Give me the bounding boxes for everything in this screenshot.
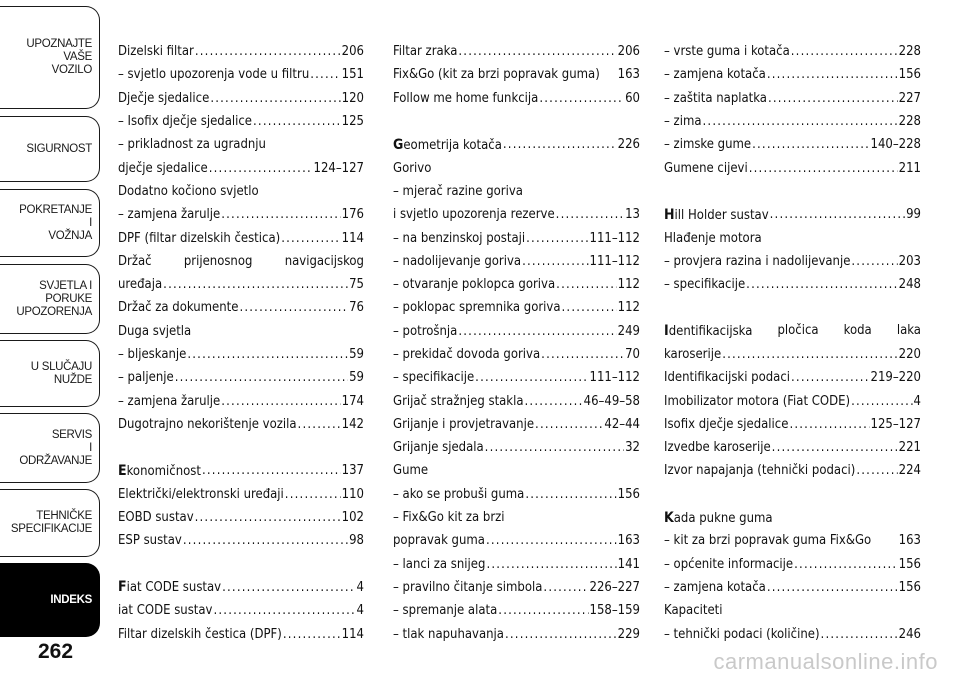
dot-leader	[210, 91, 340, 106]
dot-leader	[856, 463, 897, 478]
dot-leader	[163, 277, 348, 292]
entry-page: 125	[341, 114, 364, 130]
entry-label: Grijanje sjedala	[393, 440, 484, 456]
entry-page: 211	[898, 160, 921, 176]
index-entry	[118, 40, 364, 63]
entry-page: 110	[341, 486, 364, 502]
dot-leader	[458, 44, 616, 59]
word: koda	[843, 323, 872, 339]
index-entry	[118, 389, 364, 412]
tab-sigurnost[interactable]: SIGURNOST	[0, 116, 100, 182]
index-entry	[393, 180, 640, 203]
section-letter: F	[118, 579, 127, 596]
entry-label: Gorivo	[393, 160, 432, 176]
spacer	[118, 553, 364, 576]
entry-label: Geometrija kotača	[393, 136, 502, 153]
entry-label: – mjerač razine goriva	[393, 183, 523, 199]
index-entry	[118, 156, 364, 179]
entry-label: Filtar dizelskih čestica (DPF)	[118, 626, 282, 642]
index-entry	[393, 506, 640, 529]
dot-leader	[187, 347, 348, 362]
entry-label: Izvedbe karoserije	[664, 440, 771, 456]
index-entry	[393, 87, 640, 110]
index-entry	[664, 343, 921, 366]
index-entry	[393, 576, 640, 599]
entry-label: – Isofix dječje sjedalice	[118, 114, 252, 130]
entry-label: Dizelski filtar	[118, 44, 194, 60]
index-entry	[393, 296, 640, 319]
tab-tehničke[interactable]: TEHNIČKE SPECIFIKACIJE	[0, 489, 100, 557]
dot-leader	[486, 557, 616, 572]
entry-label: – Fix&Go kit za brzi	[393, 510, 505, 526]
dot-leader	[526, 231, 588, 246]
dot-leader	[458, 324, 616, 339]
index-entry	[118, 622, 364, 645]
word: navigacijskog	[284, 253, 364, 269]
index-entry	[118, 133, 364, 156]
entry-label: Hlađenje motora	[664, 230, 762, 246]
entry-page: 249	[617, 323, 640, 339]
index-entry	[393, 343, 640, 366]
entry-page: 13	[625, 207, 640, 223]
entry-page: 228	[898, 44, 921, 60]
index-column-1	[118, 40, 364, 646]
index-entry	[664, 63, 921, 86]
dot-leader	[175, 370, 348, 385]
entry-page: 142	[341, 416, 364, 432]
entry-page: 112	[617, 277, 640, 293]
spacer	[664, 483, 921, 506]
entry-label: – prekidač dovoda goriva	[393, 347, 541, 362]
tab-pokretanje[interactable]: POKRETANJE I VOŽNJA	[0, 189, 100, 257]
index-entry	[664, 622, 921, 645]
word: prijenosnog	[183, 253, 253, 269]
entry-page: 140–228	[870, 137, 921, 153]
entry-label: karoserije	[664, 347, 722, 362]
entry-page: 156	[898, 579, 921, 595]
index-entry	[664, 110, 921, 133]
dot-leader	[298, 417, 341, 432]
dot-leader	[202, 463, 341, 478]
dot-leader	[503, 137, 617, 152]
index-entry	[664, 366, 921, 389]
entry-label: – spremanje alata	[393, 603, 498, 619]
dot-leader	[543, 580, 588, 595]
index-entry	[118, 529, 364, 552]
dot-leader	[789, 417, 869, 432]
entry-label: – općenite informacije	[664, 556, 794, 572]
index-entry	[664, 506, 921, 529]
index-entry	[118, 296, 364, 319]
entry-label: Hill Holder sustav	[664, 206, 769, 223]
dot-leader	[525, 394, 583, 409]
entry-page: 111–112	[589, 253, 640, 269]
dot-leader	[562, 300, 617, 315]
tab-servis[interactable]: SERVIS I ODRŽAVANJE	[0, 413, 100, 483]
entry-label: – na benzinskoj postaji	[393, 230, 526, 246]
dot-leader	[475, 370, 588, 385]
entry-label: Imobilizator motora (Fiat CODE)	[664, 393, 851, 409]
entry-page: 221	[898, 440, 921, 456]
entry-label: Držač za dokumente	[118, 300, 239, 316]
index-entry	[664, 459, 921, 482]
dot-leader	[498, 603, 588, 618]
index-entry	[393, 366, 640, 389]
index-entry	[664, 320, 921, 343]
index-entry	[118, 180, 364, 203]
index-entry	[393, 436, 640, 459]
entry-label: – tlak napuhavanja	[393, 626, 504, 642]
index-entry	[664, 273, 921, 296]
dot-leader	[525, 487, 616, 502]
entry-label: Izvor napajanja (tehnički podaci)	[664, 463, 856, 479]
entry-page: 163	[617, 67, 640, 83]
dot-leader	[556, 277, 617, 292]
entry-label	[664, 323, 921, 339]
dot-leader	[703, 114, 898, 129]
entry-page: 111–112	[589, 370, 640, 386]
entry-page: 75	[349, 277, 364, 293]
index-entry	[664, 250, 921, 273]
entry-page: 224	[898, 463, 921, 479]
index-entry	[664, 413, 921, 436]
dot-leader	[486, 533, 617, 548]
entry-page: 158–159	[589, 603, 640, 619]
index-entry	[118, 226, 364, 249]
dot-leader	[285, 487, 341, 502]
dot-leader	[183, 533, 348, 548]
entry-page: 76	[349, 300, 364, 316]
entry-page: 228	[898, 114, 921, 130]
dot-leader	[767, 67, 898, 82]
dot-leader	[556, 207, 624, 222]
index-entry	[393, 413, 640, 436]
index-entry	[393, 599, 640, 622]
section-letter: H	[664, 206, 675, 223]
entry-label: – provjera razina i nadolijevanje	[664, 253, 851, 269]
tab-indeks[interactable]: INDEKS	[0, 563, 100, 637]
entry-label: – poklopac spremnika goriva	[393, 300, 561, 316]
section-letter: G	[393, 136, 404, 153]
dot-leader	[749, 161, 898, 176]
entry-label: – otvaranje poklopca goriva	[393, 277, 556, 293]
index-entry	[664, 599, 921, 622]
entry-page: 42–44	[604, 416, 640, 432]
dot-leader	[239, 300, 348, 315]
word: laka	[896, 323, 921, 339]
entry-label: Dugotrajno nekorištenje vozila	[118, 416, 297, 432]
entry-label: – tehnički podaci (količine)	[664, 626, 820, 642]
entry-label: dječje sjedalice	[118, 160, 208, 176]
index-column-2	[393, 40, 640, 646]
index-entry	[664, 40, 921, 63]
entry-label: Ekonomičnost	[118, 462, 201, 479]
entry-page: 203	[898, 253, 921, 269]
dot-leader	[770, 207, 905, 222]
entry-label: EOBD sustav	[118, 510, 194, 526]
index-entry	[393, 273, 640, 296]
entry-label: Grijač stražnjeg stakla	[393, 393, 524, 409]
entry-page: 151	[341, 67, 364, 83]
entry-label: Grijanje i provjetravanje	[393, 416, 535, 432]
entry-label: – zima	[664, 114, 702, 130]
index-entry	[664, 436, 921, 459]
index-entry	[393, 483, 640, 506]
entry-label: Kapaciteti	[664, 603, 723, 619]
entry-page: 226	[617, 137, 640, 153]
entry-label: – zamjena kotača	[664, 579, 766, 595]
entry-page: 70	[625, 347, 640, 362]
spacer	[664, 296, 921, 319]
entry-page: 125–127	[870, 416, 921, 432]
entry-page: 246	[898, 626, 921, 642]
entry-label: – nadolijevanje goriva	[393, 253, 522, 269]
dot-leader	[221, 207, 340, 222]
entry-page: 102	[341, 510, 364, 526]
dot-leader	[794, 557, 898, 572]
entry-page: 59	[349, 370, 364, 386]
entry-label: Dječje sjedalice	[118, 90, 210, 106]
tab-upoznajte[interactable]: UPOZNAJTE VAŠE VOZILO	[0, 6, 100, 109]
entry-label: i svjetlo upozorenja rezerve	[393, 207, 555, 223]
section-tabs	[0, 0, 103, 679]
entry-label: – zamjena žarulje	[118, 393, 221, 409]
index-column-3	[664, 40, 921, 646]
entry-page: 120	[341, 90, 364, 106]
entry-label: – specifikacije	[393, 370, 475, 386]
entry-label: – lanci za snijeg	[393, 556, 486, 572]
index-entry	[664, 226, 921, 249]
index-entry	[118, 599, 364, 622]
index-entry	[393, 226, 640, 249]
entry-page: 248	[898, 277, 921, 293]
index-entry	[393, 63, 640, 86]
index-entry	[393, 389, 640, 412]
tab-u-slučaju[interactable]: U SLUČAJU NUŽDE	[0, 340, 100, 407]
index-entry	[664, 203, 921, 226]
index-entry	[664, 133, 921, 156]
index-entry	[118, 110, 364, 133]
entry-page: 46–49–58	[583, 393, 640, 409]
dot-leader	[221, 394, 340, 409]
index-entry	[118, 250, 364, 273]
index-entry	[118, 483, 364, 506]
entry-page: 163	[617, 533, 640, 549]
entry-label	[118, 254, 364, 269]
entry-page: 60	[625, 90, 640, 106]
entry-page: 141	[617, 556, 640, 572]
index-entry	[118, 343, 364, 366]
index-entry	[118, 320, 364, 343]
dot-leader	[851, 254, 897, 269]
section-letter: E	[118, 462, 127, 479]
entry-label: Duga svjetla	[118, 323, 192, 339]
entry-label: – kit za brzi popravak guma Fix&Go	[664, 533, 872, 549]
index-entry	[664, 156, 921, 179]
index-entry	[393, 320, 640, 343]
entry-page: 4	[356, 579, 364, 595]
entry-label: popravak guma	[393, 533, 485, 549]
index-entry	[393, 529, 640, 552]
section-letter: K	[664, 509, 674, 526]
entry-label: – svjetlo upozorenja vode u filtru	[118, 67, 310, 83]
entry-page: 4	[356, 603, 364, 619]
spacer	[393, 110, 640, 133]
page-number: 262	[38, 640, 74, 663]
entry-label: uređaja	[118, 277, 163, 293]
dot-leader	[505, 627, 617, 642]
index-entry	[664, 389, 921, 412]
entry-label: – paljenje	[118, 370, 174, 386]
dot-leader	[539, 91, 624, 106]
entry-label: Isofix dječje sjedalice	[664, 416, 789, 432]
spacer	[664, 180, 921, 203]
entry-page: 99	[906, 207, 921, 223]
dot-leader	[195, 44, 341, 59]
entry-page: 59	[349, 347, 364, 362]
entry-page: 114	[341, 230, 364, 246]
dot-leader	[752, 137, 869, 152]
entry-page: 176	[341, 207, 364, 223]
tab-svjetla-i[interactable]: SVJETLA I PORUKE UPOZORENJA	[0, 264, 100, 334]
index-entry	[393, 250, 640, 273]
dot-leader	[541, 347, 624, 362]
dot-leader	[791, 44, 898, 59]
index-entry	[393, 622, 640, 645]
dot-leader	[222, 580, 355, 595]
entry-page: 206	[617, 44, 640, 60]
dot-leader	[195, 510, 341, 525]
dot-leader	[283, 627, 341, 642]
entry-label: – zaštita naplatka	[664, 90, 767, 106]
index-entry	[118, 506, 364, 529]
dot-leader	[253, 114, 341, 129]
entry-label: Dodatno kočiono svjetlo	[118, 183, 259, 199]
entry-page: 226–227	[589, 579, 640, 595]
index-entry	[118, 87, 364, 110]
entry-page: 206	[341, 44, 364, 60]
index-entry	[118, 459, 364, 482]
entry-label: Fix&Go (kit za brzi popravak guma)	[393, 67, 600, 83]
index-entry	[118, 203, 364, 226]
entry-label: – ako se probuši guma	[393, 486, 525, 502]
entry-label: Identifikacijski podaci	[664, 370, 791, 386]
dot-leader	[485, 440, 624, 455]
dot-leader	[772, 440, 898, 455]
dot-leader	[767, 580, 898, 595]
index-entry	[118, 576, 364, 599]
entry-page: 229	[617, 626, 640, 642]
dot-leader	[768, 91, 898, 106]
index-entry	[664, 529, 921, 552]
entry-page: 137	[341, 463, 364, 479]
dot-leader	[209, 161, 313, 176]
entry-label: iat CODE sustav	[118, 603, 213, 619]
entry-label: – prikladnost za ugradnju	[118, 137, 266, 153]
index-entry	[118, 63, 364, 86]
dot-leader	[821, 627, 898, 642]
entry-page: 112	[617, 300, 640, 316]
entry-page: 227	[898, 90, 921, 106]
word: Držač	[118, 253, 152, 269]
entry-label: – pravilno čitanje simbola	[393, 579, 543, 595]
entry-label: – bljeskanje	[118, 347, 187, 362]
entry-label: Kada pukne guma	[664, 509, 773, 526]
index-entry	[393, 133, 640, 156]
entry-label: Električki/elektronski uređaji	[118, 486, 284, 502]
entry-label: Follow me home funkcija	[393, 90, 539, 106]
dot-leader	[851, 394, 912, 409]
index-entry	[393, 553, 640, 576]
entry-label: – zamjena žarulje	[118, 207, 221, 223]
entry-label: – specifikacije	[664, 277, 746, 293]
watermark: carmanualsonline.info	[713, 649, 938, 674]
index-entry	[393, 203, 640, 226]
index-entry	[393, 459, 640, 482]
dot-leader	[281, 231, 340, 246]
dot-leader	[535, 417, 603, 432]
entry-page: 156	[898, 67, 921, 83]
entry-page: 220	[898, 347, 921, 362]
word: Identifikacijska	[664, 323, 753, 340]
dot-leader	[310, 67, 340, 82]
entry-page: 4	[913, 393, 921, 409]
index-entry	[118, 413, 364, 436]
entry-label: Gumene cijevi	[664, 160, 748, 176]
entry-page: 32	[625, 440, 640, 456]
entry-label: – zimske gume	[664, 137, 752, 153]
dot-leader	[746, 277, 898, 292]
index-entry	[664, 576, 921, 599]
entry-label: Fiat CODE sustav	[118, 579, 222, 596]
entry-page: 124–127	[313, 160, 364, 176]
entry-page: 163	[898, 533, 921, 549]
entry-page: 98	[349, 533, 364, 549]
index-entry	[393, 40, 640, 63]
index-entry	[664, 553, 921, 576]
index-entry	[393, 156, 640, 179]
entry-label: Gume	[393, 463, 429, 479]
dot-leader	[213, 603, 355, 618]
index-entry	[664, 87, 921, 110]
entry-page: 114	[341, 626, 364, 642]
dot-leader	[722, 347, 897, 362]
index-entry	[118, 273, 364, 296]
entry-page: 174	[341, 393, 364, 409]
entry-label: – vrste guma i kotača	[664, 44, 790, 60]
entry-page: 156	[617, 486, 640, 502]
word: pločica	[777, 323, 819, 339]
entry-label: – zamjena kotača	[664, 67, 766, 83]
entry-label: Filtar zraka	[393, 44, 458, 60]
dot-leader	[791, 370, 870, 385]
entry-page: 219–220	[870, 370, 921, 386]
entry-label: DPF (filtar dizelskih čestica)	[118, 230, 281, 246]
spacer	[118, 436, 364, 459]
dot-leader	[522, 254, 588, 269]
entry-label: – potrošnja	[393, 323, 458, 339]
entry-page: 111–112	[589, 230, 640, 246]
index-entry	[118, 366, 364, 389]
entry-page: 156	[898, 556, 921, 572]
entry-label: ESP sustav	[118, 533, 182, 549]
